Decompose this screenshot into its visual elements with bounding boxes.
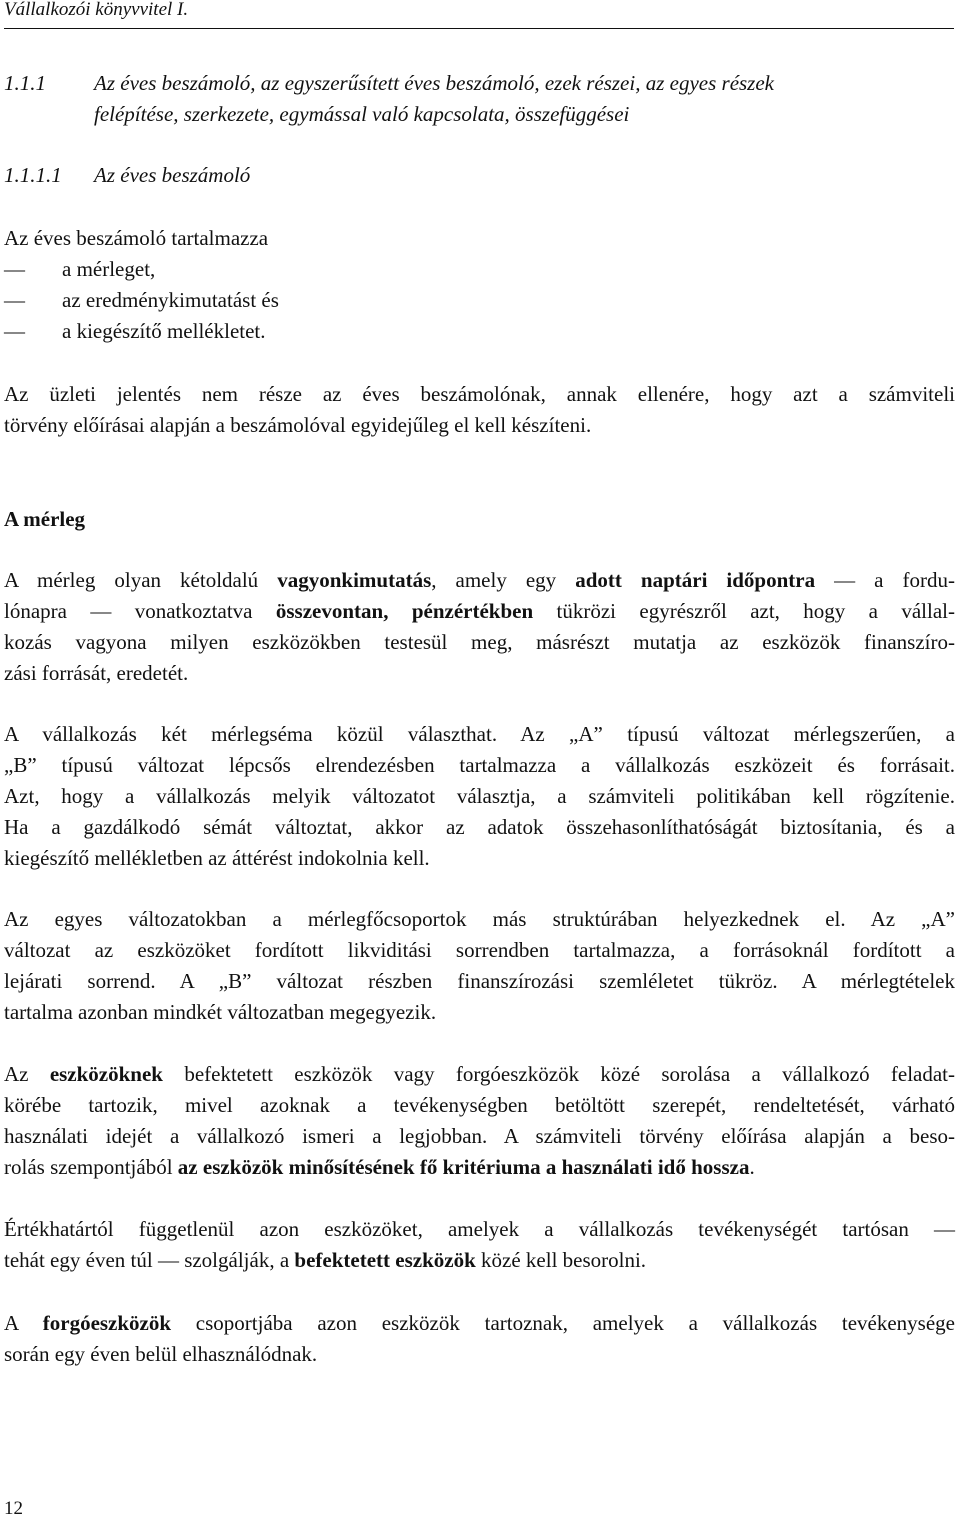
text-span: A mérleg olyan kétoldalú: [4, 568, 278, 592]
paragraph-line: A vállalkozás két mérlegséma közül választhat. Az „A” típusú változat mérlegszerűen, a: [4, 722, 955, 746]
text-span: A: [4, 1311, 43, 1335]
text-span: — a fordu-: [815, 568, 955, 592]
heading-merleg: A mérleg: [4, 507, 86, 531]
list-item: [4, 286, 404, 315]
paragraph-line: [4, 597, 955, 626]
paragraph-line: [4, 566, 955, 595]
subsection-number: 1.1.1.1: [4, 163, 62, 187]
text-span: tükrözi egyrészről azt, hogy a vállal-: [533, 599, 956, 623]
list-item-text: az eredménykimutatást és: [62, 288, 279, 312]
text-span: rolás szempontjából: [4, 1155, 178, 1179]
text-span: közé kell besorolni.: [475, 1248, 647, 1272]
text-span: Az: [4, 1062, 50, 1086]
list-item: [4, 317, 404, 346]
text-span: tehát egy éven túl — szolgálják, a: [4, 1248, 295, 1272]
paragraph-line: lejárati sorrend. A „B” változat részben finanszírozási szemléletet tükröz. A mérlegtételek: [4, 969, 955, 993]
paragraph-line: kozás vagyona milyen eszközökben testesül meg, másrészt mutatja az eszközök finanszíro-: [4, 630, 955, 654]
paragraph-line: [4, 1060, 955, 1089]
text-span: lónapra — vonatkoztatva: [4, 599, 276, 623]
section-heading: [4, 68, 959, 132]
paragraph-line: során egy éven belül elhasználódnak.: [4, 1342, 318, 1366]
bold-term: eszközöknek: [49, 1062, 163, 1086]
paragraph-line: kiegészítő mellékletben az áttérést indokolnia kell.: [4, 846, 430, 870]
text-span: befektetett eszközök vagy forgóeszközök közé sorolása a vállalkozó feladat-: [163, 1062, 955, 1086]
bold-term: forgóeszközök: [42, 1311, 172, 1335]
list-item-text: a mérleget,: [62, 257, 156, 281]
bold-term: összevontan, pénzértékben: [275, 599, 534, 623]
paragraph-line: törvény előírásai alapján a beszámolóval egyidejűleg el kell készíteni.: [4, 413, 592, 437]
paragraph-line: Az egyes változatokban a mérlegfőcsoportok más struktúrában helyezkednek el. Az „A”: [4, 907, 955, 931]
paragraph-line: Az üzleti jelentés nem része az éves beszámolónak, annak ellenére, hogy azt a számviteli: [4, 382, 955, 406]
section-title-line-1: Az éves beszámoló, az egyszerűsített éves beszámoló, ezek részei, az egyes részek: [94, 71, 774, 95]
subsection-title: Az éves beszámoló: [94, 163, 251, 187]
bold-term: vagyonkimutatás: [277, 568, 432, 592]
bold-term: befektetett eszközök: [294, 1248, 476, 1272]
page-number: 12: [4, 1498, 23, 1519]
text-span: , amely egy: [431, 568, 576, 592]
bold-term: adott naptári időpontra: [575, 568, 816, 592]
bold-term: az eszközök minősítésének fő kritériuma a használati idő hossza: [177, 1155, 750, 1179]
paragraph-line: [4, 1153, 955, 1182]
paragraph-line: Ha a gazdálkodó sémát változtat, akkor az adatok összehasonlíthatóságát biztosítania, és a: [4, 815, 955, 839]
dash-marker: —: [4, 288, 25, 312]
paragraph-line: [4, 1309, 955, 1338]
text-span: .: [749, 1155, 755, 1179]
paragraph-line: használati idejét a vállalkozó ismeri a legjobban. A számviteli törvény előírása alapján a beso-: [4, 1124, 955, 1148]
section-title-line-2: felépítése, szerkezete, egymással való kapcsolata, összefüggései: [94, 102, 630, 126]
text-span: csoportjába azon eszközök tartoznak, amelyek a vállalkozás tevékenysége: [171, 1311, 955, 1335]
section-title: [94, 68, 954, 130]
paragraph-line: tartalma azonban mindkét változatban megegyezik.: [4, 1000, 437, 1024]
paragraph-line: változat az eszközöket fordított likviditási sorrendben tartalmazza, a forrásoknál fordított a: [4, 938, 955, 962]
paragraph-line: körébe tartozik, mivel azoknak a tevékenységben betöltött szerepét, rendeltetését, várható: [4, 1093, 955, 1117]
section-number: 1.1.1: [4, 71, 46, 95]
intro-line: Az éves beszámoló tartalmazza: [4, 226, 269, 250]
dash-marker: —: [4, 319, 25, 343]
running-header: [4, 0, 954, 29]
subsection-heading: [4, 160, 604, 191]
paragraph-line: zási forrását, eredetét.: [4, 661, 189, 685]
list-item: [4, 255, 404, 284]
paragraph-line: „B” típusú változat lépcsős elrendezésben tartalmazza a vállalkozás eszközeit és forrásait.: [4, 753, 955, 777]
running-header-title: Vállalkozói könyvvitel I.: [4, 0, 189, 20]
paragraph-line: Értékhatártól függetlenül azon eszközöket, amelyek a vállalkozás tevékenységét tartósan —: [4, 1217, 955, 1241]
paragraph-line: [4, 1246, 955, 1275]
paragraph-line: Azt, hogy a vállalkozás melyik változatot választja, a számviteli politikában kell rögzítenie.: [4, 784, 955, 808]
list-item-text: a kiegészítő mellékletet.: [62, 319, 266, 343]
dash-marker: —: [4, 257, 25, 281]
